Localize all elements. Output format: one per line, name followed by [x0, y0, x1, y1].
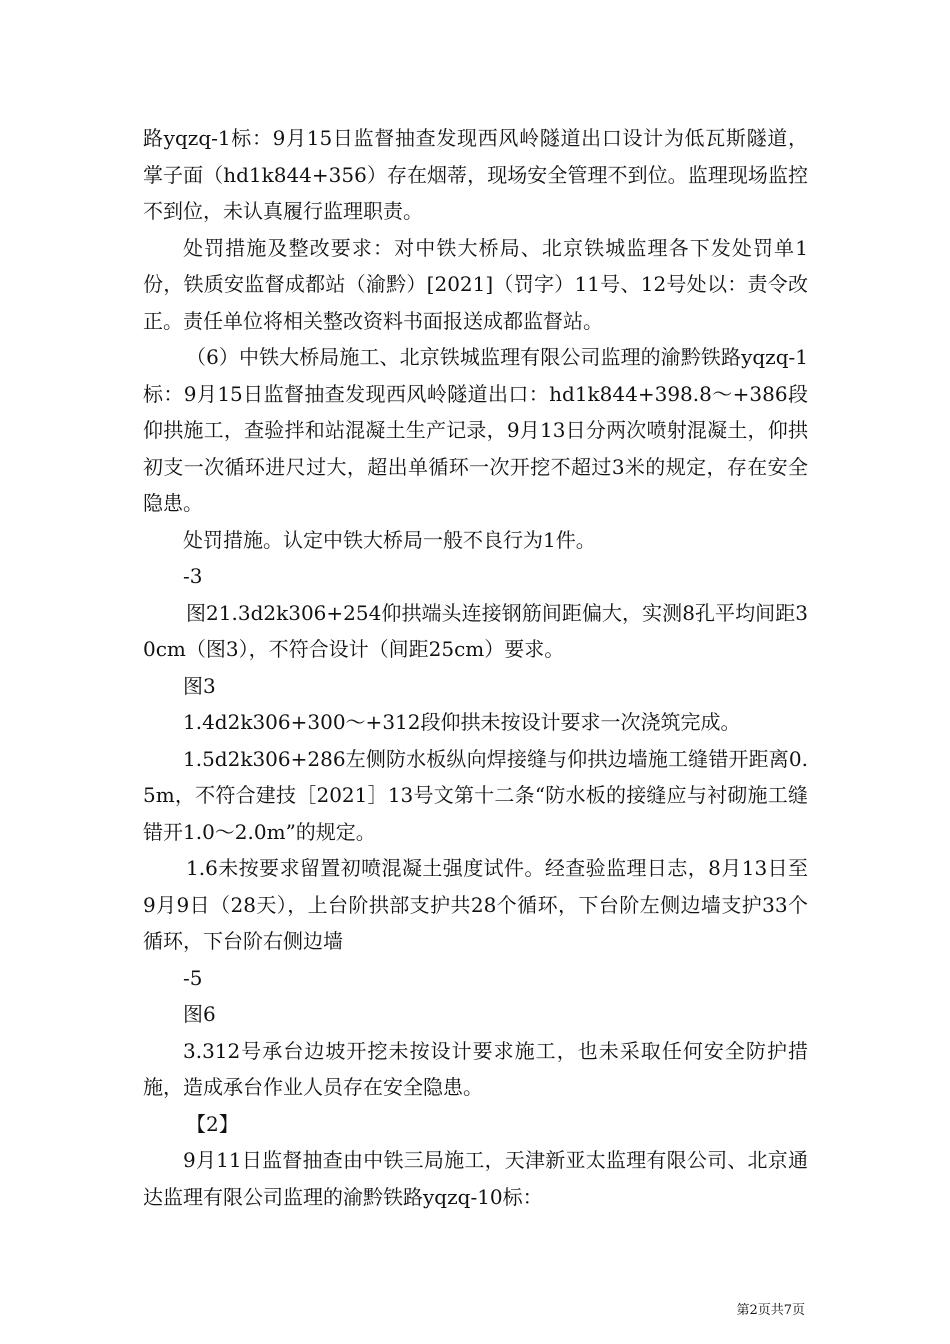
paragraph-1: 路yqzq-1标：9月15日监督抽查发现西风岭隧道出口设计为低瓦斯隧道，掌子面（hd1k844+356）存在烟蒂，现场安全管理不到位。监理现场监控不到位，未认真履行监理职责。: [143, 126, 808, 223]
paragraph-2: 处罚措施及整改要求：对中铁大桥局、北京铁城监理各下发处罚单1份，铁质安监督成都站（渝黔）[2021]（罚字）11号、12号处以：责令改正。责任单位将相关整改资料书面报送成都监督站。: [143, 235, 808, 333]
paragraph-3: （6）中铁大桥局施工、北京铁城监理有限公司监理的渝黔铁路yqzq-1标：9月15日监督抽查发现西风岭隧道出口：hd1k844+398.8～+386段仰拱施工，查验拌和站混凝土生产记录，9月13日分两次喷射混凝土，仰拱初支一次循环进尺过大，超出单循环一次开挖不超过3米的规定，存在安全隐患。: [143, 345, 808, 515]
paragraph-5: -3: [183, 564, 203, 588]
paragraph-13: 3.312号承台边坡开挖未按设计要求施工，也未采取任何安全防护措施，造成承台作业人员存在安全隐患。: [143, 1038, 808, 1099]
paragraph-11: -5: [183, 965, 203, 990]
paragraph-15: 9月11日监督抽查由中铁三局施工，天津新亚太监理有限公司、北京通达监理有限公司监理的渝黔铁路yqzq-10标：: [143, 1148, 808, 1209]
paragraph-12: 图6: [183, 1002, 216, 1026]
paragraph-7: 图3: [183, 673, 216, 698]
page-footer: [736, 1302, 805, 1320]
paragraph-10: 1.6未按要求留置初喷混凝土强度试件。经查验监理日志，8月13日至9月9日（28天），上台阶拱部支护共28个循环，下台阶左侧边墙支护33个循环，下台阶右侧边墙: [143, 856, 808, 953]
paragraph-6: 图21.3d2k306+254仰拱端头连接钢筋间距偏大，实测8孔平均间距30cm（图3），不符合设计（间距25cm）要求。: [143, 600, 808, 661]
document-body: [143, 120, 808, 1215]
paragraph-8: 1.4d2k306+300～+312段仰拱未按设计要求一次浇筑完成。: [183, 710, 741, 734]
page-number: 第2页共7页: [736, 1303, 805, 1318]
paragraph-14: 【2】: [186, 1111, 239, 1136]
paragraph-4: 处罚措施。认定中铁大桥局一般不良行为1件。: [183, 527, 596, 552]
paragraph-9: 1.5d2k306+286左侧防水板纵向焊接缝与仰拱边墙施工缝错开距离0.5m，不符合建技［2021］13号文第十二条“防水板的接缝应与衬砌施工缝错开1.0～2.0m”的规定。: [143, 746, 808, 844]
